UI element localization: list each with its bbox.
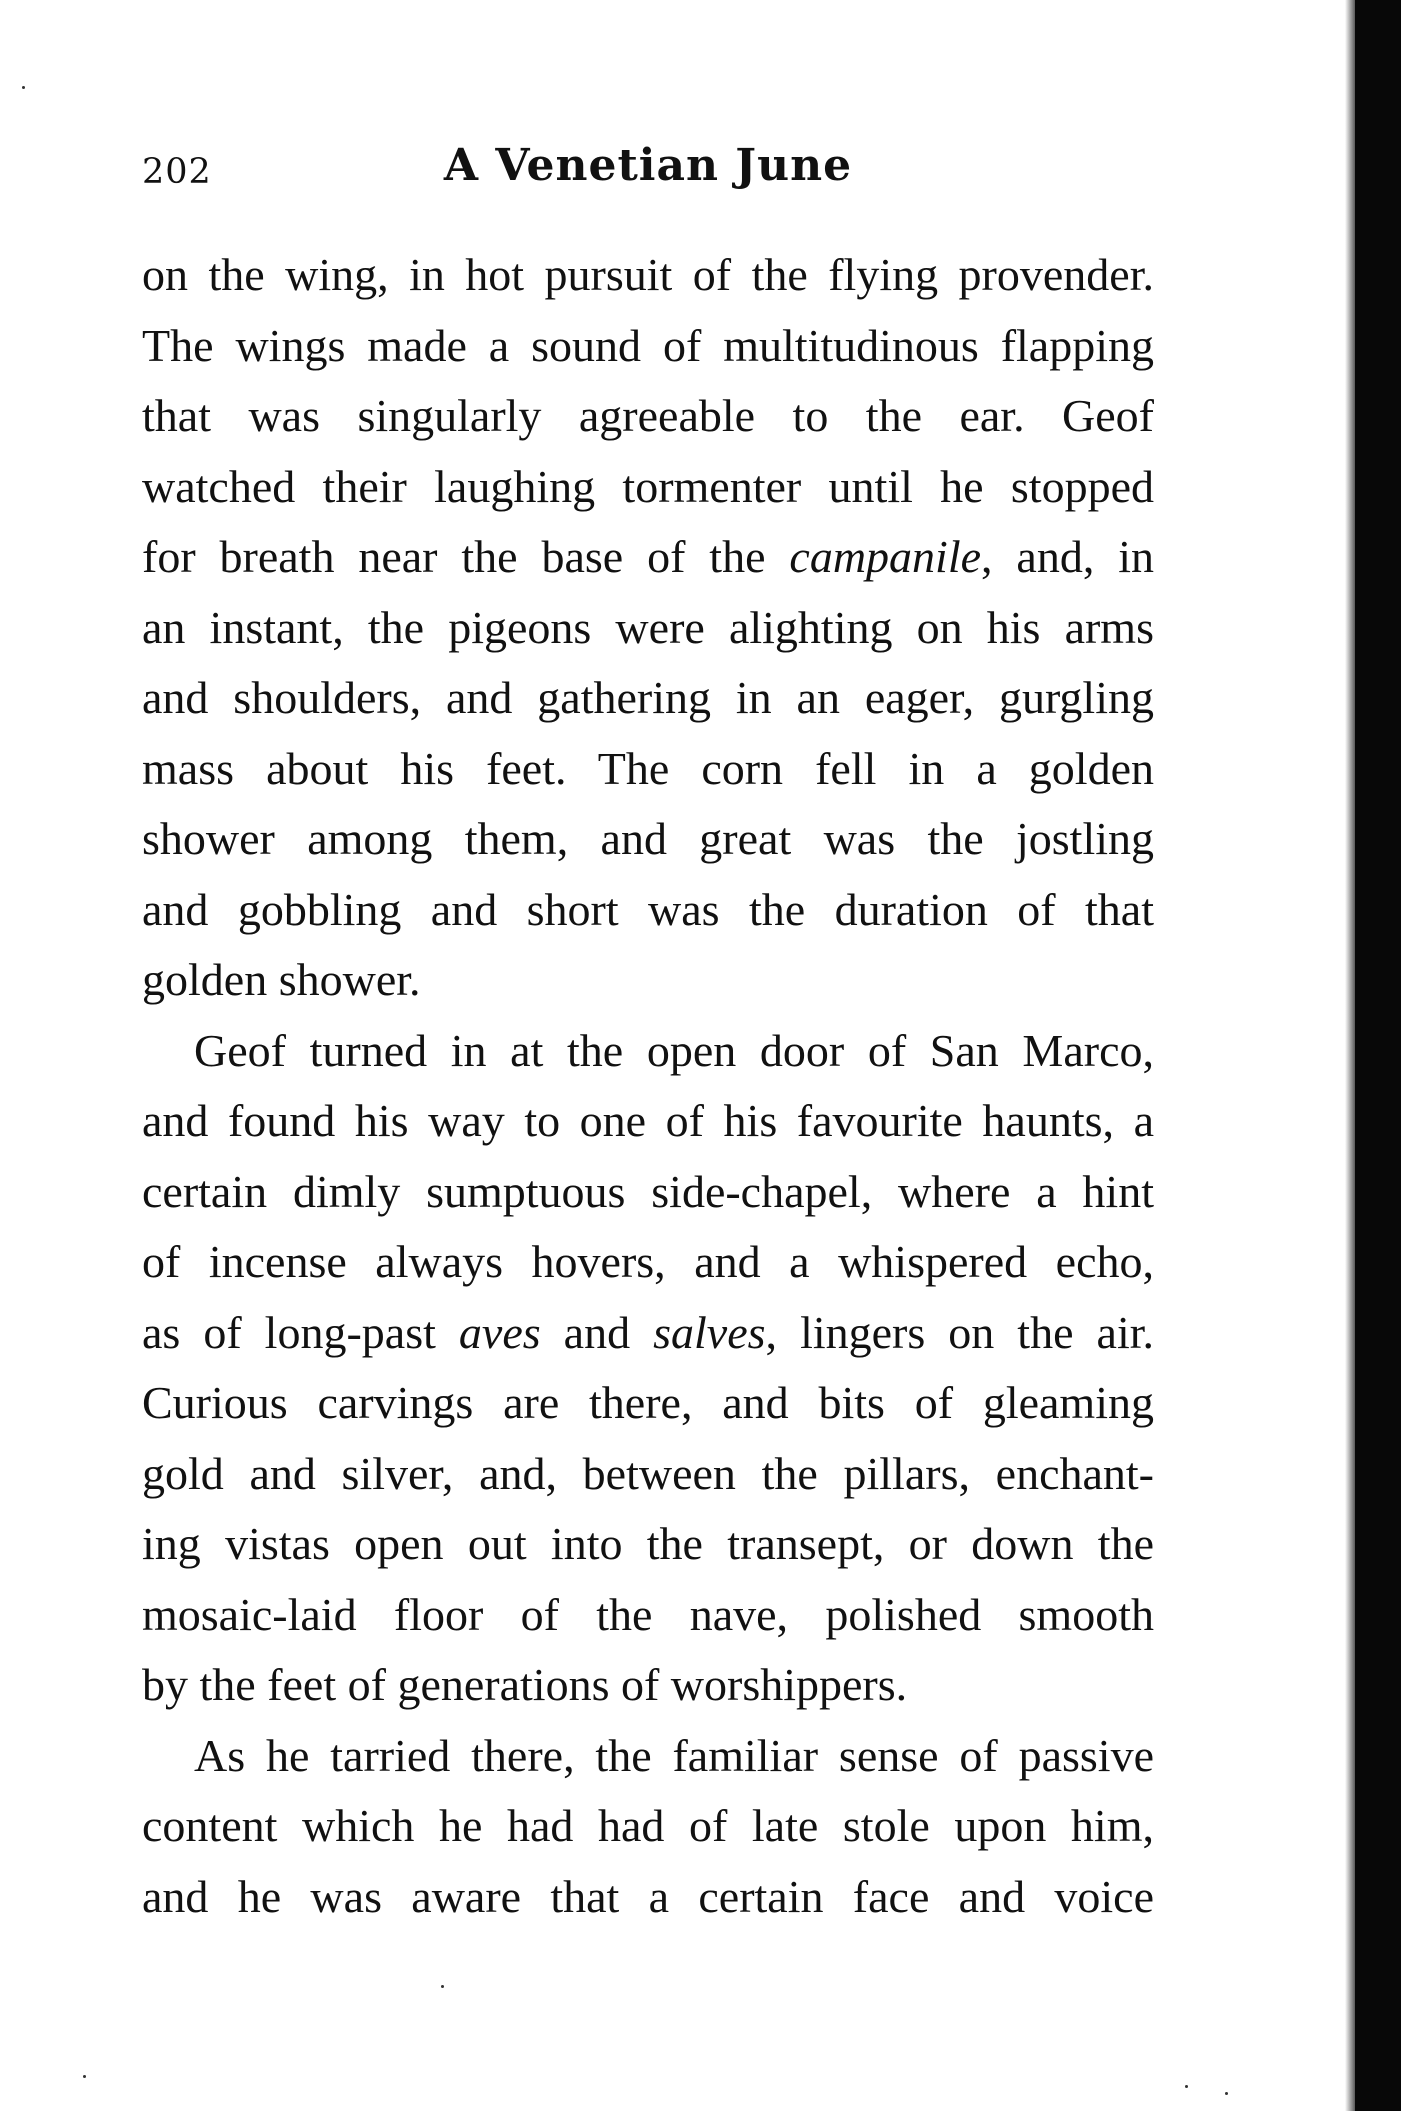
text-line: an instant, the pigeons were alighting on his arms [142, 601, 1154, 653]
text-line: on the wing, in hot pursuit of the flying provender. [142, 249, 1154, 300]
scan-speck [1185, 2085, 1188, 2088]
italic-term: aves [458, 1306, 541, 1358]
text-line: Geof turned in at the open door of San Marco, [194, 1024, 1154, 1076]
text-line: mass about his feet. The corn fell in a golden [142, 742, 1154, 794]
text-line: mosaic-laid floor of the nave, polished smooth [142, 1588, 1154, 1640]
scan-speck [83, 2075, 86, 2078]
page-edge-shadow [1355, 0, 1401, 2111]
text-line: gold and silver, and, between the pillars, enchant- [142, 1447, 1154, 1499]
scan-speck [22, 86, 25, 89]
text-line: for breath near the base of the campanile, and, in [142, 531, 1155, 582]
text-line: as of long-past aves and salves, lingers on the air. [142, 1306, 1155, 1358]
text-line: watched their laughing tormenter until he stopped [142, 460, 1154, 512]
text-line: that was singularly agreeable to the ear. Geof [142, 390, 1154, 441]
text-line: by the feet of generations of worshippers. [142, 1659, 908, 1710]
body-text [142, 240, 1154, 1932]
text-line: and gobbling and short was the duration of that [142, 883, 1154, 935]
text-line: content which he had had of late stole upon him, [142, 1800, 1154, 1851]
paragraph [142, 1016, 1154, 1721]
page-number: 202 [142, 152, 212, 192]
page-header [142, 140, 1154, 200]
text-line: As he tarried there, the familiar sense of passive [194, 1729, 1154, 1781]
italic-term: salves [653, 1306, 766, 1358]
text-line: certain dimly sumptuous side-chapel, where a hint [142, 1165, 1154, 1217]
text-line: and shoulders, and gathering in an eager, gurgling [142, 672, 1154, 723]
italic-term: campanile [789, 531, 982, 582]
scan-speck [441, 1985, 444, 1988]
text-line: of incense always hovers, and a whispered echo, [142, 1236, 1154, 1287]
text-line: Curious carvings are there, and bits of gleaming [142, 1377, 1154, 1428]
paragraph [142, 1721, 1154, 1933]
text-line: golden shower. [142, 954, 421, 1005]
text-line: shower among them, and great was the jostling [142, 813, 1154, 864]
text-line: ing vistas open out into the transept, or down the [142, 1518, 1154, 1569]
text-line: The wings made a sound of multitudinous flapping [142, 319, 1154, 371]
scan-speck [1225, 2092, 1228, 2095]
text-line: and he was aware that a certain face and voice [142, 1870, 1154, 1922]
text-line: and found his way to one of his favourite haunts, a [142, 1095, 1154, 1146]
paragraph [142, 240, 1154, 1016]
running-title: A Venetian June [443, 140, 853, 191]
